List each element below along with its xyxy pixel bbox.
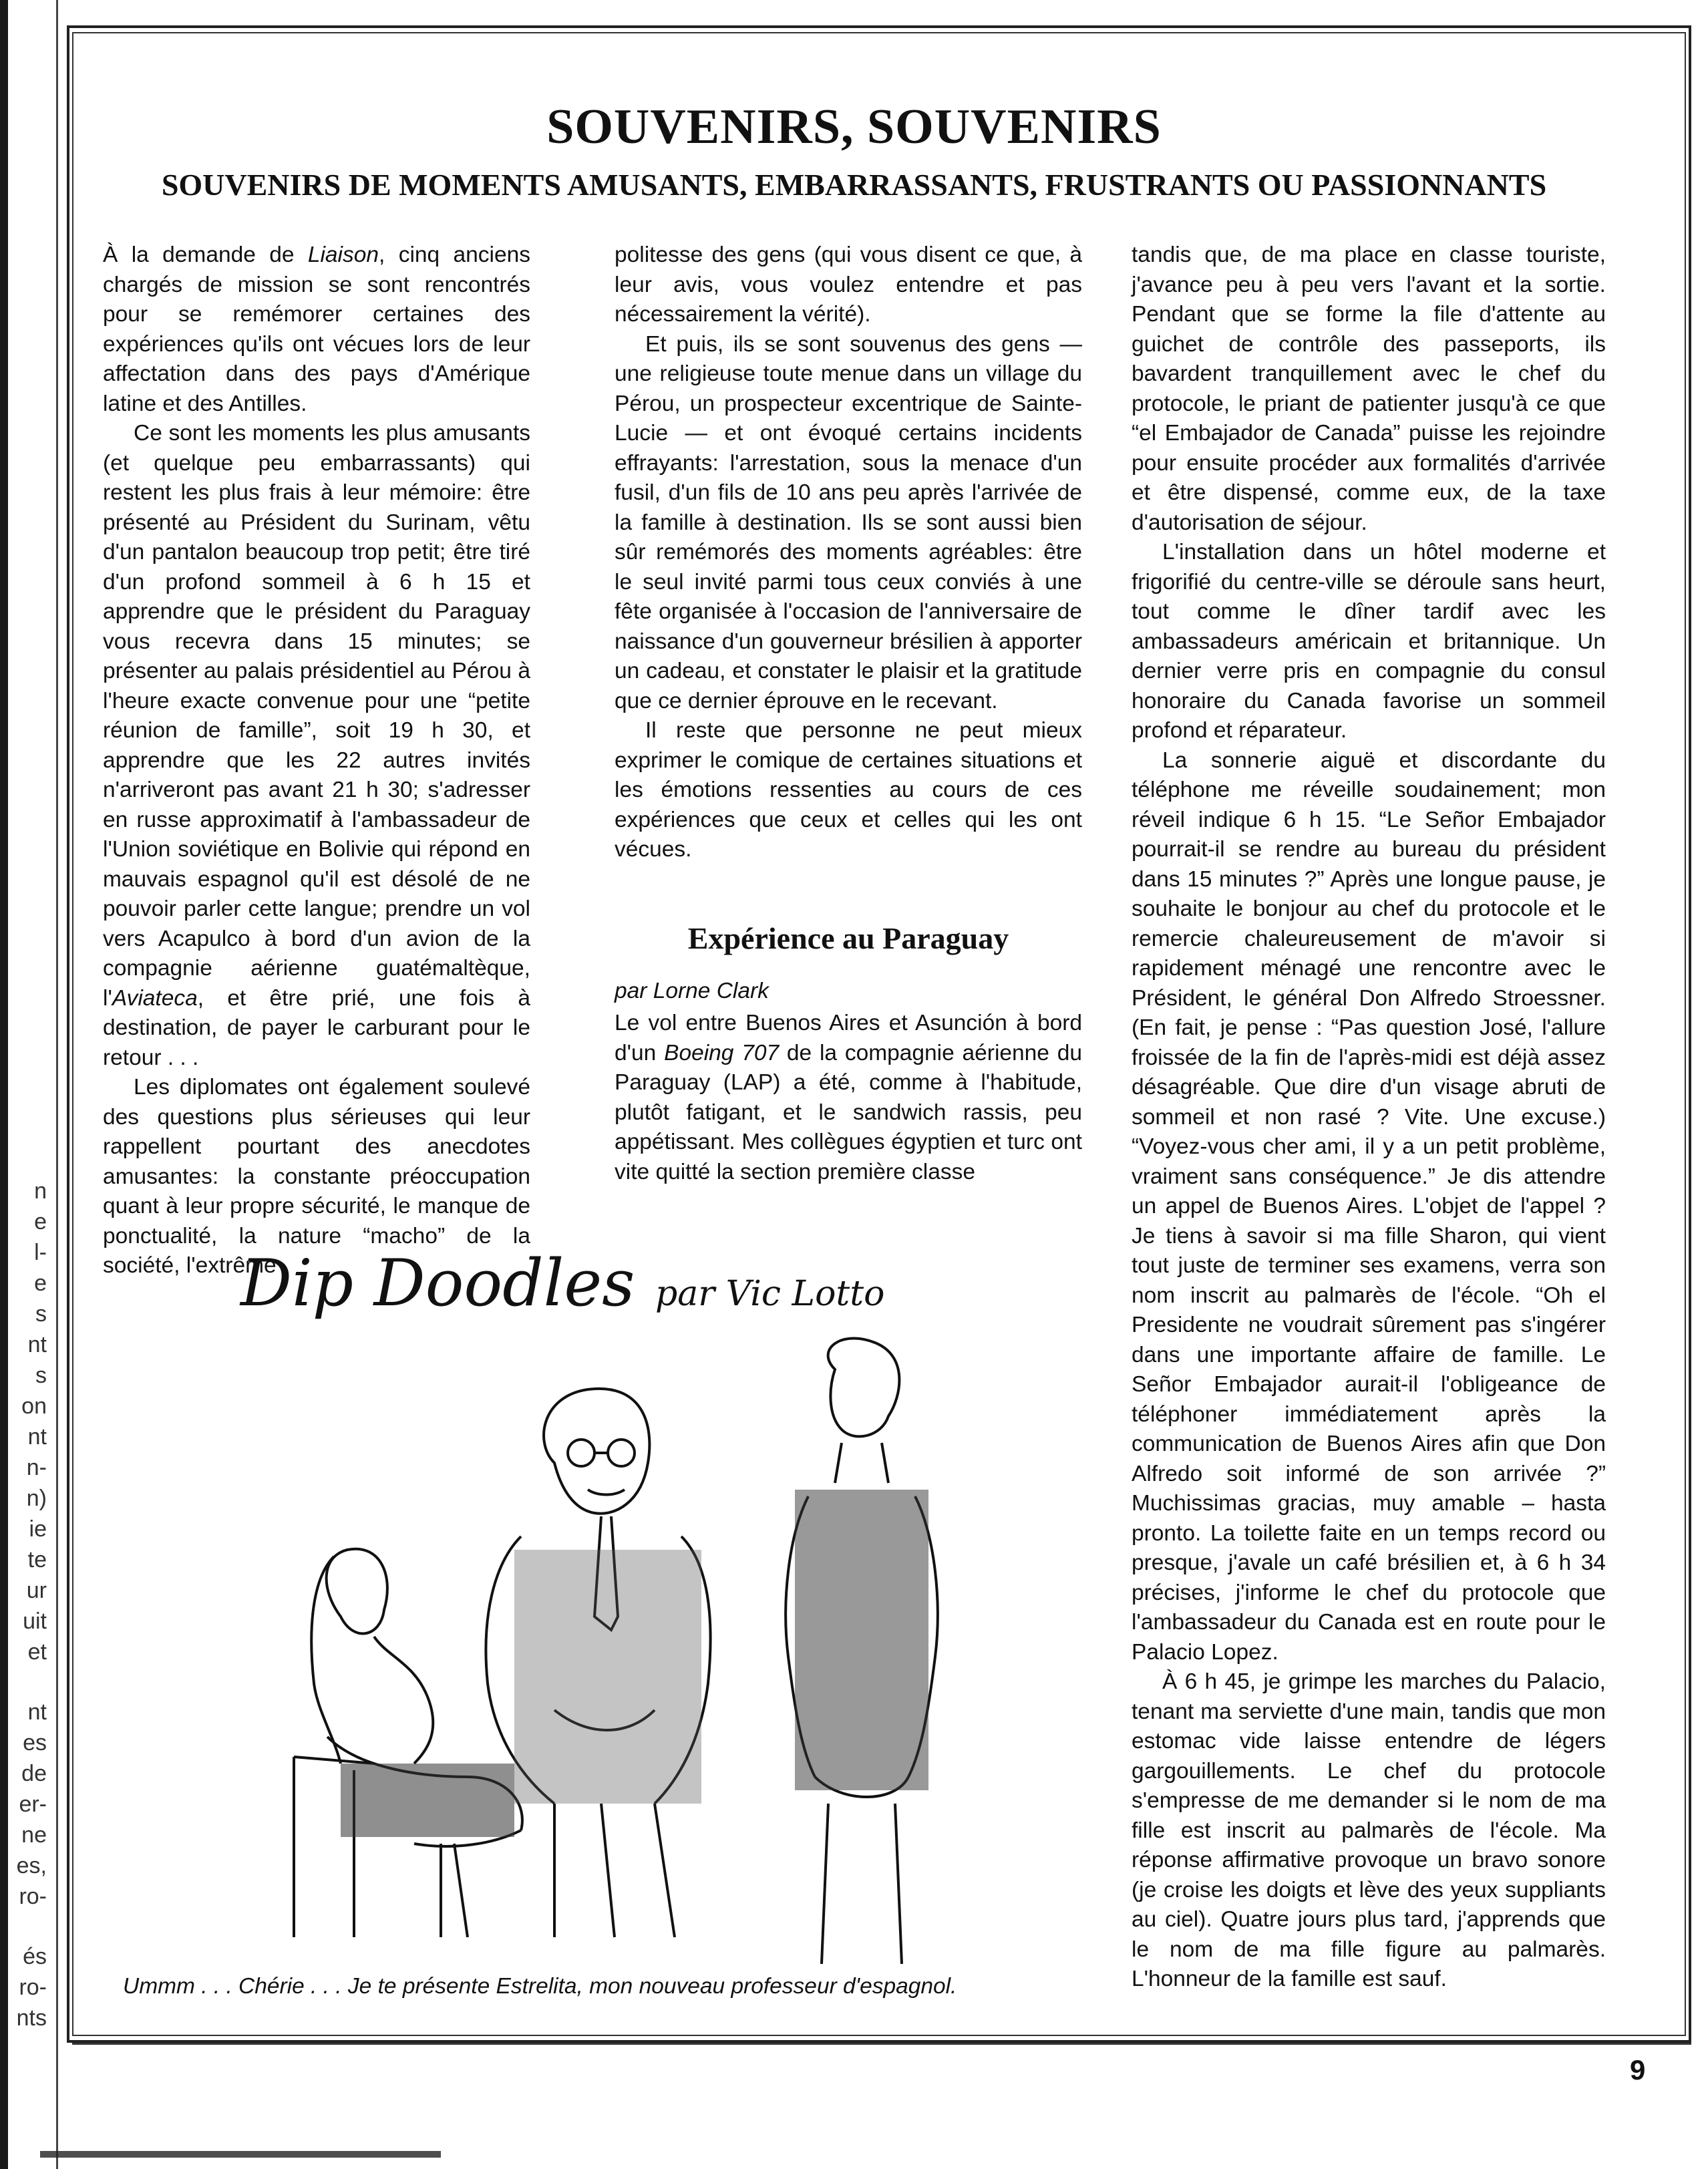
bleed-text: s [35, 1301, 47, 1327]
cartoon-illustration [240, 1336, 1082, 1971]
paragraph: tandis que, de ma place en classe touriste, j'avance peu à peu vers l'avant et la sortie. Pendant que se forme la file d'attente au guichet de contrôle des passeports, ils bavardent tranquillement avec le chef du protocole, le priant de patienter jusqu'à ce que “el Embajador de Canada” puisse les rejoindre pour ensuite procéder aux formalités d'arrivée et être dispensé, comme eux, de la taxe d'autorisation de séjour. [1132, 242, 1606, 535]
bleed-text: s [35, 1363, 47, 1388]
column-3 [1132, 240, 1606, 1995]
bottom-rule [72, 2043, 1691, 2045]
bleed-text: uit [23, 1609, 47, 1634]
bleed-text: nt [27, 1332, 47, 1357]
bleed-text: ie [29, 1516, 47, 1542]
bleed-text: ur [26, 1578, 47, 1603]
fold-line [56, 0, 58, 2169]
bleed-text: es, [16, 1853, 47, 1878]
cartoon-caption: Ummm . . . Chérie . . . Je te présente Estrelita, mon nouveau professeur d'espagnol. [123, 1974, 957, 1999]
cartoon-title-main: Dip Doodles [240, 1246, 635, 1321]
paragraph: À la demande de Liaison, cinq anciens chargés de mission se sont rencontrés pour se remémorer certaines des expériences qu'ils ont vécues lors de leur affectation dans des pays d'Amérique latine et des Antilles. [103, 242, 530, 416]
column-2 [615, 240, 1082, 865]
article-subtitle: SOUVENIRS DE MOMENTS AMUSANTS, EMBARRASSANTS, FRUSTRANTS OU PASSIONNANTS [161, 168, 1547, 202]
paragraph: Les diplomates ont également soulevé des questions plus sérieuses qui leur rappellent pourtant des anecdotes amusantes: la constante préoccupation quant à leur propre sécurité, le manque de ponctualité, la nature “macho” de la société, l'extrême [103, 1075, 530, 1278]
column-1 [103, 240, 530, 1281]
paragraph: politesse des gens (qui vous disent ce que, à leur avis, vous voulez entendre et pas nécessairement la vérité). [615, 242, 1082, 327]
bleed-text: nts [16, 2005, 47, 2031]
article-title: SOUVENIRS, SOUVENIRS [546, 100, 1162, 154]
paragraph: Et puis, ils se sont souvenus des gens — une religieuse toute menue dans un village du Pérou, un prospecteur excentrique de Sainte-Lucie — et ont évoqué certains incidents effrayants: l'arrestation, sous la menace d'un fusil, d'un fils de 10 ans peu après l'arrivée de la famille à destination. Ils se sont aussi bien sûr remémorés des moments agréables: être le seul invité parmi tous ceux conviés à une fête organisée à l'occasion de l'anniversaire de naissance d'un gouverneur brésilien à apporter un cadeau, et constater le plaisir et la gratitude que ce dernier éprouve en le recevant. [615, 331, 1082, 713]
standing-woman-figure [786, 1339, 938, 1964]
bleed-text: n) [26, 1486, 47, 1511]
bleed-text: ne [21, 1822, 47, 1848]
cartoon-title [240, 1246, 949, 1321]
page-number: 9 [1630, 2054, 1646, 2085]
bleed-text: nt [27, 1424, 47, 1450]
adjacent-page-bleed [8, 0, 47, 2169]
bleed-text: e [34, 1209, 47, 1234]
bleed-text: de [21, 1761, 47, 1786]
bleed-text: és [23, 1944, 47, 1969]
paragraph: La sonnerie aiguë et discordante du téléphone me réveille soudainement; mon réveil indique 6 h 15. “Le Señor Embajador pourrait-il se rendre au bureau du président dans 15 minutes ?” Après une longue pause, je souhaite le bonjour au chef du protocole et le remercie chaleureusement de m'avoir si rapidement ménagé une rencontre avec le Président, le général Don Alfredo Stroessner. (En fait, je pense : “Pas question José, l'allure froissée de la fin de l'après-midi est déjà assez désagréable. Que dire d'un visage abruti de sommeil et non rasé ? Vite. Une excuse.) “Voyez-vous cher ami, il y a un petit problème, vraiment sans conséquence.” Je dis attendre un appel de Buenos Aires. L'objet de l'appel ? Je tiens à savoir si ma fille Sharon, qui vient tout juste de terminer ses examens, verra son nom inscrit au palmarès de l'école. “Oh el Presidente ne voudrait sûrement pas s'ingérer dans une importante affaire de famille. Le Señor Embajador aurait-il l'obligeance de téléphoner immédiatement après la communication de Buenos Aires afin que Don Alfredo soit informé de son arrivée ?” Muchissimas gracias, muy amable – hasta pronto. La toilette faite en un temps record ou presque, j'avale un café brésilien et, à 6 h 34 précises, j'informe le chef du protocole que l'ambassadeur du Canada est en route pour le Palacio Lopez. [1132, 747, 1606, 1665]
bleed-text: et [27, 1639, 47, 1665]
paragraph: À 6 h 45, je grimpe les marches du Palacio, tenant ma serviette d'une main, tandis que mon estomac vide laisse entendre de légers gargouillements. Le chef du protocole s'empresse de me demander si le nom de ma fille est inscrit au palmarès de l'école. Ma réponse affirmative provoque un bravo sonore (je croise les doigts et lève des yeux suppliants au ciel). Quatre jours plus tard, j'apprends que le nom de ma fille figure au palmarès. L'honneur de la famille est sauf. [1132, 1669, 1606, 1991]
scan-artifact [40, 2151, 441, 2158]
seated-man-figure [486, 1389, 710, 1937]
column-2-story [615, 1009, 1082, 1187]
bleed-text: ro- [19, 1975, 47, 2000]
bleed-text: on [21, 1393, 47, 1419]
paragraph: L'installation dans un hôtel moderne et frigorifié du centre-ville se déroule sans heurt, tout comme le dîner tardif avec les ambassadeurs américain et britannique. Un dernier verre pris en compagnie du consul honoraire du Canada favorise un sommeil profond et réparateur. [1132, 540, 1606, 743]
cartoon-author: par Vic Lotto [655, 1274, 885, 1314]
paragraph: Ce sont les moments les plus amusants (et quelque peu embarrassants) qui restent les plus frais à leur mémoire: être présenté au Président du Surinam, vêtu d'un pantalon beaucoup trop petit; être tiré d'un profond sommeil à 6 h 15 et apprendre que le président du Paraguay vous recevra dans 15 minutes; se présenter au palais présidentiel au Pérou à l'heure exacte convenue pour une “petite réunion de famille”, soit 19 h 30, et apprendre que les 22 autres invités n'arriveront pas avant 21 h 30; s'adresser en russe approximatif à l'ambassadeur de l'Union soviétique en Bolivie qui répond en mauvais espagnol qu'il est désolé de ne pouvoir parler cette langue; prendre un vol vers Acapulco à bord d'un avion de la compagnie aérienne guatémaltèque, l'Aviateca, et être prié, une fois à destination, de payer le carburant pour le retour . . . [103, 421, 530, 1070]
bleed-text: l- [34, 1240, 47, 1265]
bleed-text: n [34, 1178, 47, 1204]
bleed-text: n- [26, 1455, 47, 1480]
section-heading: Expérience au Paraguay [687, 921, 1009, 955]
paragraph: Il reste que personne ne peut mieux exprimer le comique de certaines situations et les émotions ressenties au cours de ces expériences que ceux et celles qui les ont vécues. [615, 718, 1082, 862]
page-edge [0, 0, 8, 2169]
bleed-text: nt [27, 1699, 47, 1725]
byline: par Lorne Clark [615, 979, 769, 1003]
bleed-text: er- [19, 1792, 47, 1817]
bleed-text: e [34, 1271, 47, 1296]
bleed-text: te [27, 1547, 47, 1572]
bleed-text: ro- [19, 1884, 47, 1909]
bleed-text: es [23, 1730, 47, 1756]
paragraph: Le vol entre Buenos Aires et Asunción à bord d'un Boeing 707 de la compagnie aérienne du Paraguay (LAP) a été, comme à l'habitude, plutôt fatigant, et le sandwich rassis, peu appétissant. Mes collègues égyptien et turc ont vite quitté la section première classe [615, 1011, 1082, 1184]
